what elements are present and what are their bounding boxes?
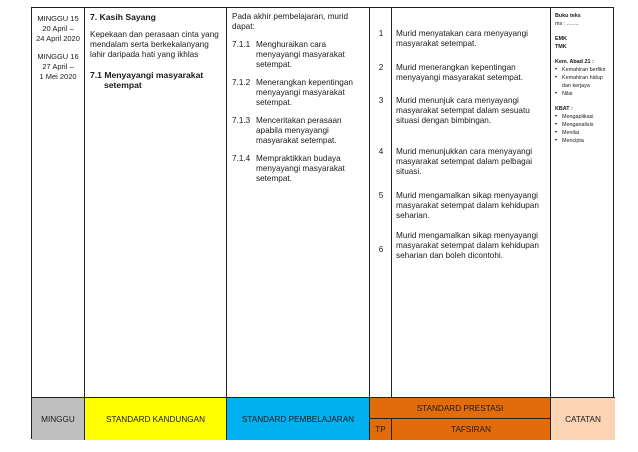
tafsiran-text: Murid mengamalkan sikap menyayangi masyarakat setempat dalam kehidupan seharian.	[396, 191, 539, 220]
sp-item: 7.1.2 Menerangkan kepentingan menyayangi masyarakat setempat.	[232, 78, 353, 107]
sp-item: 7.1.1 Menghuraikan cara menyayangi masyarakat setempat.	[232, 40, 345, 69]
standard-prestasi-header	[370, 398, 551, 440]
sk-subtopic: 7.1 Menyayangi masyarakat setempat	[90, 70, 204, 90]
tmk: TMK	[555, 44, 567, 50]
buku-teks: Buku teks	[555, 13, 581, 19]
tp-number: 4	[378, 147, 384, 156]
tp-number: 2	[378, 63, 384, 72]
muka-surat: ms : ........	[555, 21, 579, 27]
tp-number: 5	[378, 191, 384, 200]
sp-item: 7.1.3 Menceritakan perasaan apabila menyayangi masyarakat setempat.	[232, 116, 342, 145]
list-item: • Kemahiran hidup dan kerjaya	[555, 74, 611, 90]
tp-header: TP	[370, 419, 392, 440]
standard-kandungan-header: STANDARD KANDUNGAN	[85, 398, 227, 440]
emk: EMK	[555, 36, 567, 42]
kem-abad-21: Kem. Abad 21 :	[555, 59, 594, 65]
tafsiran-text: Murid menerangkan kepentingan menyayangi masyarakat setempat.	[396, 63, 523, 82]
list-item: • Menilai	[555, 129, 611, 137]
tafsiran-header: TAFSIRAN	[451, 425, 491, 434]
standard-kandungan-cell	[85, 8, 227, 397]
tp-number: 1	[378, 29, 384, 38]
standard-pembelajaran-header: STANDARD PEMBELAJARAN	[227, 398, 370, 440]
standard-prestasi-title: STANDARD PRESTASI	[370, 398, 550, 419]
kem-abad-list	[555, 66, 611, 98]
standard-pembelajaran-cell	[227, 8, 370, 397]
sk-title: 7. Kasih Sayang	[90, 12, 156, 22]
list-item: • Kemahiran berfikir	[555, 66, 611, 74]
week-16: MINGGU 16 27 April – 1 Mei 2020	[37, 52, 79, 81]
tafsiran-text: Murid menunjuk cara menyayangi masyarakat setempat dalam sesuatu situasi dengan bimbingan.	[396, 96, 530, 125]
kbat-list	[555, 113, 611, 145]
list-item: • Menganalisis	[555, 121, 611, 129]
sp-intro: Pada akhir pembelajaran, murid dapat:	[232, 12, 349, 31]
tp-number: 3	[378, 96, 384, 105]
header-legend-row	[32, 397, 615, 440]
tp-number: 6	[378, 245, 384, 254]
list-item: • Mengaplikasi	[555, 113, 611, 121]
catatan-header: CATATAN	[551, 398, 615, 440]
sp-item: 7.1.4 Mempraktikkan budaya menyayangi masyarakat setempat.	[232, 154, 345, 183]
week-15: MINGGU 15 20 April – 24 April 2020	[36, 14, 80, 43]
list-item: • Mencipta	[555, 137, 611, 145]
tafsiran-text: Murid mengamalkan sikap menyayangi masyarakat setempat dalam kehidupan seharian dan boleh dicontohi.	[396, 231, 539, 260]
tafsiran-text: Murid menunjukkan cara menyayangi masyarakat setempat dalam pelbagai situasi.	[396, 147, 533, 176]
kbat: KBAT :	[555, 106, 573, 112]
catatan-cell	[551, 8, 615, 397]
minggu-header: MINGGU	[32, 398, 85, 440]
week-cell	[32, 8, 85, 397]
sk-description: Kepekaan dan perasaan cinta yang mendalam serta berkekalanyang lahir daripada hati yang ikhlas	[90, 30, 219, 59]
list-item: • Nilai	[555, 90, 611, 98]
tafsiran-text: Murid menyatakan cara menyayangi masyarakat setempat.	[396, 29, 528, 48]
rph-table	[31, 7, 614, 439]
